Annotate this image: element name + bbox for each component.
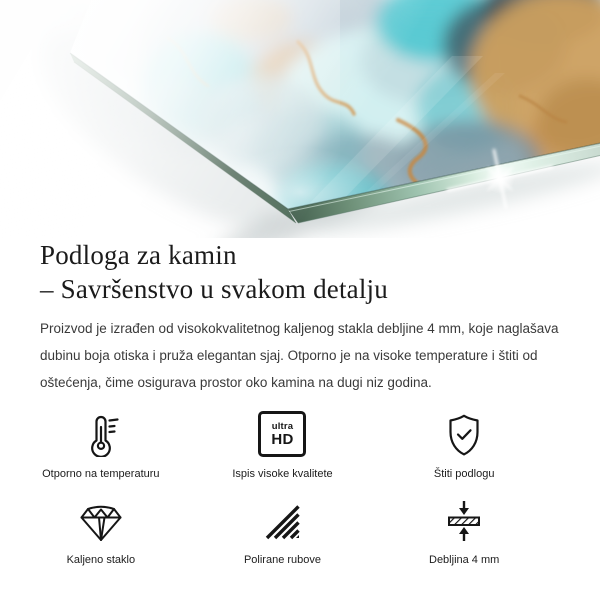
features-grid bbox=[10, 411, 555, 567]
feature-protection bbox=[373, 411, 555, 481]
page-title-line2: – Savršenstvo u svakom detalju bbox=[40, 274, 388, 304]
feature-print-quality bbox=[192, 411, 374, 481]
ultra-hd-text-top: ultra bbox=[271, 420, 294, 432]
feature-label: Debljina 4 mm bbox=[429, 554, 500, 566]
feature-polished-edges bbox=[192, 497, 374, 567]
glass-panel-illustration bbox=[0, 0, 600, 238]
diamond-icon bbox=[79, 497, 123, 543]
feature-tempered-glass bbox=[10, 497, 192, 567]
thermometer-icon bbox=[81, 411, 121, 457]
polished-edges-icon bbox=[260, 497, 304, 543]
ultra-hd-icon bbox=[258, 411, 306, 457]
feature-label: Otporno na temperaturu bbox=[42, 468, 160, 480]
shield-check-icon bbox=[444, 411, 484, 457]
feature-thickness bbox=[373, 497, 555, 567]
feature-label: Ispis visoke kvalitete bbox=[232, 468, 333, 480]
product-image bbox=[0, 0, 600, 238]
product-info-section bbox=[0, 238, 600, 567]
feature-label: Kaljeno staklo bbox=[66, 554, 136, 566]
feature-temperature bbox=[10, 411, 192, 481]
product-description: Proizvod je izrađen od visokokvalitetnog kaljenog stakla debljine 4 mm, koje naglašava dubinu boja otiska i pruža elegantan sjaj. Otporno je na visoke temperature i štiti od oštećenja, čime osigurava prostor oko kamina na dugi niz godina. bbox=[40, 321, 559, 390]
thickness-icon bbox=[444, 497, 484, 543]
feature-label: Polirane rubove bbox=[243, 554, 322, 566]
ultra-hd-text-bottom: HD bbox=[271, 430, 294, 448]
feature-label: Štiti podlogu bbox=[433, 468, 495, 480]
page-title bbox=[0, 238, 600, 306]
page-title-line1: Podloga za kamin bbox=[40, 240, 237, 270]
